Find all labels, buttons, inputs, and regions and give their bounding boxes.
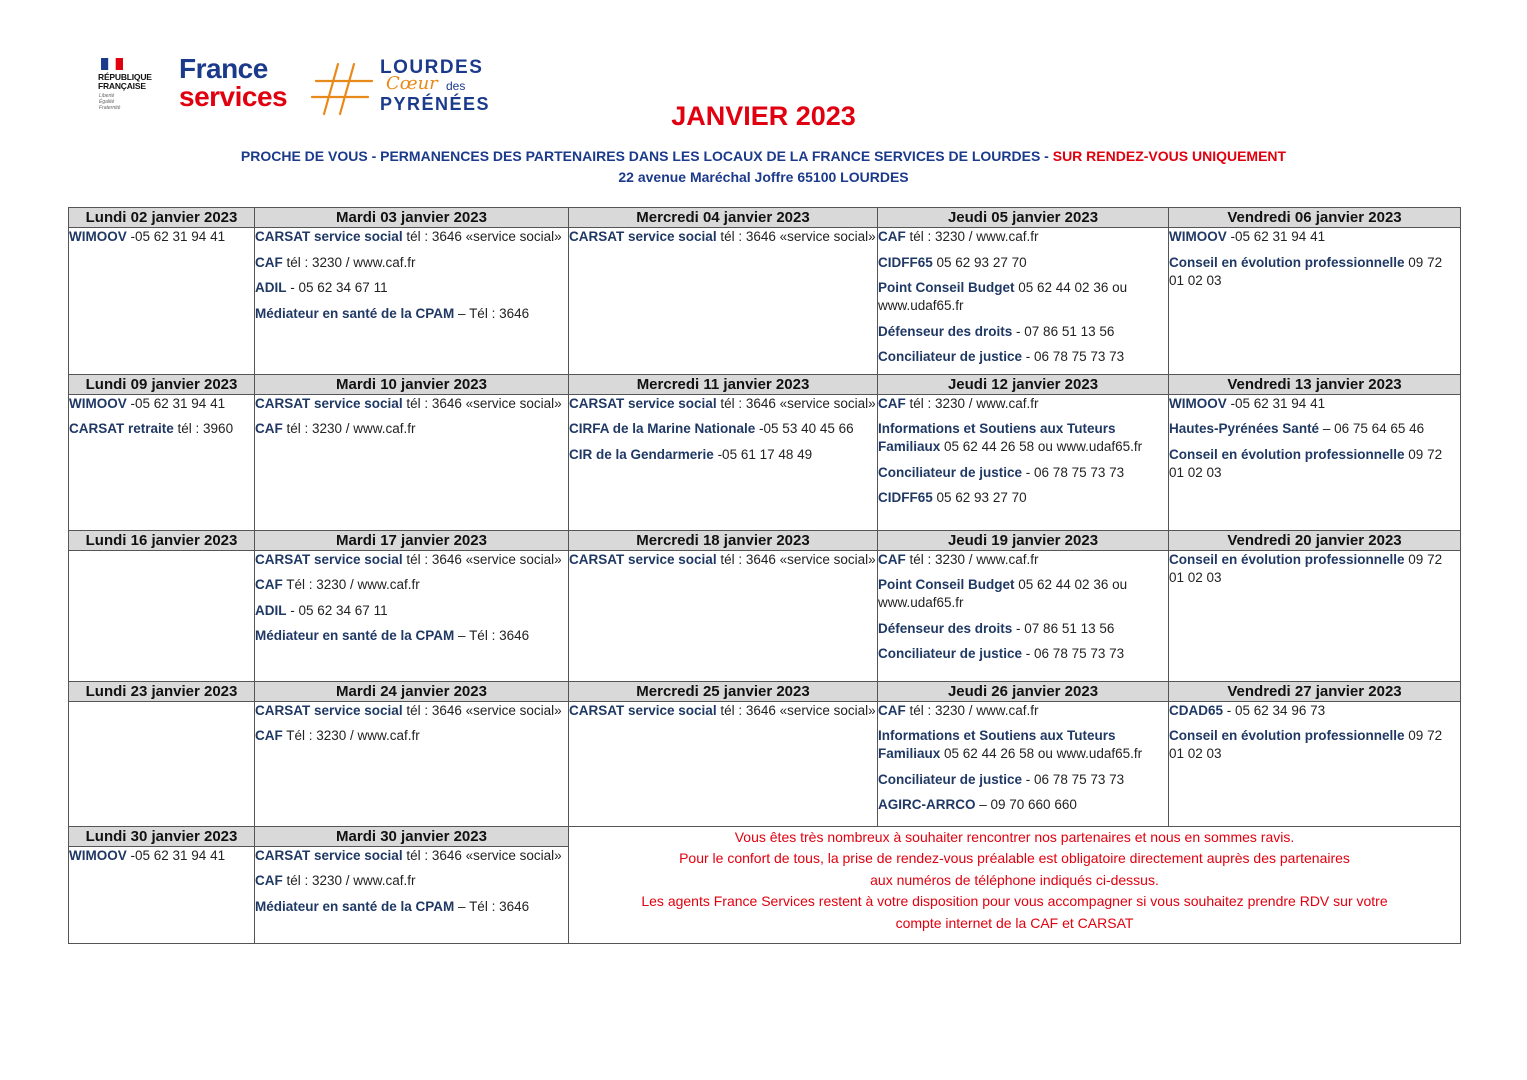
week-header-row (69, 208, 1461, 228)
day-header: Jeudi 26 janvier 2023 (878, 681, 1169, 701)
partner-name: CARSAT service social (569, 229, 717, 244)
permanence-entry (878, 464, 1168, 482)
permanence-entry (255, 627, 568, 645)
permanence-entry (878, 551, 1168, 569)
partner-name: WIMOOV (1169, 395, 1227, 411)
day-header: Lundi 09 janvier 2023 (69, 374, 255, 394)
partner-contact: - 06 78 75 73 73 (1022, 464, 1125, 480)
day-header: Vendredi 06 janvier 2023 (1169, 208, 1461, 228)
partner-contact: Tél : 3230 / www.caf.fr (282, 728, 420, 743)
partner-name: ADIL (255, 602, 287, 618)
partner-contact: - 06 78 75 73 73 (1022, 646, 1125, 661)
partner-contact: - 05 62 34 96 73 (1223, 702, 1326, 718)
permanence-entry (878, 489, 1168, 507)
partner-name: CARSAT service social (569, 551, 717, 567)
week-body-row (69, 228, 1461, 375)
permanence-entry (1169, 228, 1460, 246)
permanence-entry (878, 323, 1168, 341)
permanence-entry (255, 898, 568, 916)
partner-contact: 05 62 44 02 36 ou www.udaf65.fr (878, 577, 1128, 610)
notice-line: Pour le confort de tous, la prise de rendez-vous préalable est obligatoire directement auprès des partenaires (679, 850, 1350, 866)
partner-name: CAF (878, 229, 906, 244)
partner-contact: 09 72 01 02 03 (1169, 446, 1443, 480)
day-header: Mercredi 11 janvier 2023 (569, 374, 878, 394)
permanence-entry (255, 420, 568, 438)
week-body-row (69, 701, 1461, 826)
partner-name: CARSAT service social (255, 395, 403, 411)
day-cell (1169, 550, 1461, 681)
partner-name: CAF (255, 728, 283, 743)
day-header: Vendredi 20 janvier 2023 (1169, 530, 1461, 550)
partner-name: CARSAT service social (255, 847, 403, 863)
partner-contact: tél : 3646 «service social» (716, 702, 876, 718)
permanence-entry (878, 727, 1168, 763)
day-cell (255, 846, 569, 943)
partner-contact: 05 62 44 26 58 ou www.udaf65.fr (940, 439, 1143, 454)
partner-contact: tél : 3646 «service social» (402, 847, 562, 863)
day-cell (1169, 701, 1461, 826)
page-title: JANVIER 2023 (671, 101, 856, 131)
partner-contact: 09 72 01 02 03 (1169, 728, 1443, 761)
partner-contact: 09 72 01 02 03 (1169, 254, 1443, 288)
permanence-entry (255, 228, 568, 246)
day-header: Vendredi 13 janvier 2023 (1169, 374, 1461, 394)
partner-contact: tél : 3230 / www.caf.fr (282, 254, 416, 270)
day-cell (878, 394, 1169, 530)
day-header: Jeudi 12 janvier 2023 (878, 374, 1169, 394)
address: 22 avenue Maréchal Joffre 65100 LOURDES (618, 169, 909, 185)
day-cell (569, 394, 878, 530)
day-header: Lundi 23 janvier 2023 (69, 681, 255, 701)
partner-name: CIDFF65 (878, 490, 933, 505)
day-header: Mercredi 04 janvier 2023 (569, 208, 878, 228)
partner-contact: tél : 3230 / www.caf.fr (905, 395, 1039, 411)
permanence-entry (878, 702, 1168, 720)
day-header: Jeudi 05 janvier 2023 (878, 208, 1169, 228)
partner-contact: tél : 3230 / www.caf.fr (905, 229, 1039, 244)
partner-name: CIR de la Gendarmerie (569, 446, 714, 462)
partner-contact: tél : 3646 «service social» (402, 229, 562, 244)
partner-name: CAF (255, 873, 283, 888)
day-cell (1169, 228, 1461, 375)
partner-contact: -05 62 31 94 41 (1226, 395, 1326, 411)
partner-name: CAF (255, 577, 283, 592)
day-header: Mardi 17 janvier 2023 (255, 530, 569, 550)
partner-name: CAF (878, 702, 906, 718)
partner-name: AGIRC-ARRCO (878, 797, 976, 812)
calendar-table (68, 207, 1461, 944)
day-cell (69, 550, 255, 681)
notice-line: aux numéros de téléphone indiqués ci-dessus. (870, 871, 1159, 888)
day-cell (255, 228, 569, 375)
permanence-entry (1169, 420, 1460, 438)
partner-contact: – 06 75 64 65 46 (1319, 421, 1425, 436)
partner-contact: -05 62 31 94 41 (1226, 229, 1326, 244)
day-header: Mercredi 18 janvier 2023 (569, 530, 878, 550)
day-header: Jeudi 19 janvier 2023 (878, 530, 1169, 550)
partner-name: Conseil en évolution professionnelle (1169, 254, 1405, 270)
partner-name: CAF (255, 254, 283, 270)
partner-contact: tél : 3646 «service social» (716, 229, 876, 244)
partner-name: WIMOOV (69, 229, 127, 244)
partner-name: CIDFF65 (878, 254, 933, 270)
day-cell (878, 550, 1169, 681)
partner-name: Point Conseil Budget (878, 280, 1015, 295)
partner-name: Conseil en évolution professionnelle (1169, 728, 1405, 743)
partner-contact: – Tél : 3646 (454, 628, 530, 643)
day-header: Mardi 30 janvier 2023 (255, 826, 569, 846)
partner-name: Médiateur en santé de la CPAM (255, 898, 455, 914)
partner-name: CAF (878, 551, 906, 567)
day-cell (569, 701, 878, 826)
partner-name: CAF (878, 395, 906, 411)
permanence-entry (255, 727, 568, 745)
partner-name: ADIL (255, 280, 287, 295)
permanence-entry (878, 771, 1168, 789)
partner-contact: tél : 3646 «service social» (716, 395, 876, 411)
partner-contact: tél : 3646 «service social» (716, 551, 876, 567)
partner-contact: -05 62 31 94 41 (126, 229, 226, 244)
week-body-row (69, 394, 1461, 530)
permanence-entry (878, 228, 1168, 246)
permanence-entry (255, 702, 568, 720)
partner-name: Conciliateur de justice (878, 771, 1023, 787)
week-header-row (69, 681, 1461, 701)
partner-name: Conciliateur de justice (878, 646, 1023, 661)
partner-name: CARSAT service social (255, 229, 403, 244)
permanence-entry (569, 446, 877, 464)
permanence-entry (255, 305, 568, 323)
partner-name: WIMOOV (1169, 229, 1227, 244)
permanence-entry (569, 551, 877, 569)
day-cell (878, 228, 1169, 375)
permanence-entry (1169, 727, 1460, 763)
partner-contact: tél : 3646 «service social» (402, 551, 562, 567)
permanence-entry (878, 620, 1168, 638)
partner-name: CARSAT retraite (69, 421, 174, 436)
partner-name: Défenseur des droits (878, 620, 1013, 636)
partner-contact: -05 53 40 45 66 (755, 421, 854, 436)
permanence-entry (878, 279, 1168, 315)
day-cell (569, 550, 878, 681)
permanence-entry (69, 847, 254, 865)
partner-name: WIMOOV (69, 847, 127, 863)
partner-name: Conciliateur de justice (878, 349, 1023, 364)
permanence-entry (569, 420, 877, 438)
permanence-entry (255, 279, 568, 297)
partner-contact: - 07 86 51 13 56 (1012, 620, 1115, 636)
day-cell (255, 550, 569, 681)
permanence-entry (1169, 254, 1460, 290)
partner-name: Informations et Soutiens aux Tuteurs Familiaux (878, 728, 1116, 761)
week-header-row (69, 374, 1461, 394)
partner-name: CIRFA de la Marine Nationale (569, 421, 756, 436)
permanence-entry (878, 576, 1168, 612)
permanence-entry (255, 872, 568, 890)
marianne-flag-icon (101, 58, 123, 70)
partner-contact: -05 62 31 94 41 (126, 395, 226, 411)
day-cell (255, 701, 569, 826)
partner-contact: tél : 3230 / www.caf.fr (282, 873, 416, 888)
permanence-entry (255, 602, 568, 620)
rf-motto: Liberté Égalité Fraternité (99, 93, 121, 111)
partner-contact: -05 62 31 94 41 (126, 847, 226, 863)
partner-contact: - 06 78 75 73 73 (1022, 771, 1125, 787)
permanence-entry (569, 702, 877, 720)
notice-line: compte internet de la CAF et CARSAT (895, 914, 1134, 931)
permanence-entry (255, 576, 568, 594)
france-services-logo: France services (179, 53, 288, 112)
day-cell (878, 701, 1169, 826)
partner-contact: tél : 3646 «service social» (402, 702, 562, 718)
partner-contact: tél : 3230 / www.caf.fr (905, 551, 1039, 567)
partner-name: Conseil en évolution professionnelle (1169, 446, 1405, 462)
lourdes-logo: LOURDES Cœur des PYRÉNÉES (310, 57, 495, 119)
partner-contact: Tél : 3230 / www.caf.fr (282, 577, 420, 592)
partner-contact: 05 62 93 27 70 (932, 254, 1027, 270)
permanence-entry (1169, 551, 1460, 587)
partner-contact: 05 62 44 02 36 ou www.udaf65.fr (878, 280, 1128, 313)
day-header: Vendredi 27 janvier 2023 (1169, 681, 1461, 701)
partner-contact: - 05 62 34 67 11 (286, 602, 388, 618)
week-header-row (69, 826, 1461, 846)
partner-contact: 05 62 44 26 58 ou www.udaf65.fr (940, 746, 1143, 761)
partner-contact: – Tél : 3646 (454, 305, 530, 321)
permanence-entry (69, 395, 254, 413)
permanence-entry (878, 254, 1168, 272)
partner-name: Conseil en évolution professionnelle (1169, 551, 1405, 567)
partner-contact: - 05 62 34 67 11 (286, 280, 388, 295)
day-cell (255, 394, 569, 530)
permanence-entry (878, 395, 1168, 413)
partner-name: Médiateur en santé de la CPAM (255, 628, 455, 643)
day-cell (69, 228, 255, 375)
partner-name: Hautes-Pyrénées Santé (1169, 421, 1320, 436)
day-header: Mardi 10 janvier 2023 (255, 374, 569, 394)
day-cell (1169, 394, 1461, 530)
permanence-entry (255, 254, 568, 272)
permanence-entry (69, 420, 254, 438)
partner-name: WIMOOV (69, 395, 127, 411)
page-subtitle: PROCHE DE VOUS - PERMANENCES DES PARTENAIRES DANS LES LOCAUX DE LA FRANCE SERVICES DE LOURDES - SUR RENDEZ-VOUS UNIQUEMENT (240, 148, 1287, 164)
permanence-entry (255, 551, 568, 569)
partner-contact: tél : 3960 (173, 421, 234, 436)
partner-contact: tél : 3230 / www.caf.fr (905, 702, 1039, 718)
day-header: Lundi 02 janvier 2023 (69, 208, 255, 228)
partner-contact: 09 72 01 02 03 (1169, 551, 1443, 585)
day-header: Lundi 16 janvier 2023 (69, 530, 255, 550)
partner-name: CARSAT service social (569, 702, 717, 718)
partner-name: Point Conseil Budget (878, 577, 1015, 592)
partner-name: CDAD65 (1169, 702, 1224, 718)
day-cell (569, 228, 878, 375)
day-header: Mardi 24 janvier 2023 (255, 681, 569, 701)
partner-contact: – 09 70 660 660 (975, 797, 1077, 812)
day-cell (69, 846, 255, 943)
permanence-entry (878, 645, 1168, 663)
partner-contact: - 07 86 51 13 56 (1012, 323, 1115, 339)
partner-name: CARSAT service social (569, 395, 717, 411)
partner-contact: -05 61 17 48 49 (713, 446, 813, 462)
permanence-entry (1169, 395, 1460, 413)
partner-contact: - 06 78 75 73 73 (1022, 349, 1125, 364)
day-header: Lundi 30 janvier 2023 (69, 826, 255, 846)
rdv-notice (569, 826, 1461, 943)
partner-contact: – Tél : 3646 (454, 898, 530, 914)
permanence-entry (569, 395, 877, 413)
permanence-entry (569, 228, 877, 246)
permanence-entry (1169, 446, 1460, 482)
partner-name: Médiateur en santé de la CPAM (255, 305, 455, 321)
permanence-entry (878, 348, 1168, 366)
partner-name: Conciliateur de justice (878, 464, 1023, 480)
partner-contact: 05 62 93 27 70 (932, 490, 1027, 505)
partner-contact: tél : 3646 «service social» (402, 395, 562, 411)
day-cell (69, 394, 255, 530)
partner-contact: tél : 3230 / www.caf.fr (282, 421, 416, 436)
permanence-entry (878, 796, 1168, 814)
notice-line: Vous êtes très nombreux à souhaiter rencontrer nos partenaires et nous en sommes ravis. (734, 828, 1295, 845)
partner-name: CAF (255, 421, 283, 436)
rf-wordmark: RÉPUBLIQUE FRANÇAISE (98, 72, 152, 91)
partner-name: Défenseur des droits (878, 323, 1013, 339)
day-header: Mercredi 25 janvier 2023 (569, 681, 878, 701)
partner-name: CARSAT service social (255, 551, 403, 567)
permanence-entry (1169, 702, 1460, 720)
day-cell (69, 701, 255, 826)
permanence-entry (255, 847, 568, 865)
day-header: Mardi 03 janvier 2023 (255, 208, 569, 228)
permanence-entry (69, 228, 254, 246)
week-header-row (69, 530, 1461, 550)
notice-line: Les agents France Services restent à votre disposition pour vous accompagner si vous souhaitez prendre RDV sur votre (641, 893, 1388, 909)
permanence-entry (878, 420, 1168, 456)
partner-name: CARSAT service social (255, 702, 403, 718)
permanence-entry (255, 395, 568, 413)
partner-name: Informations et Soutiens aux Tuteurs Familiaux (878, 421, 1116, 454)
week-body-row (69, 550, 1461, 681)
